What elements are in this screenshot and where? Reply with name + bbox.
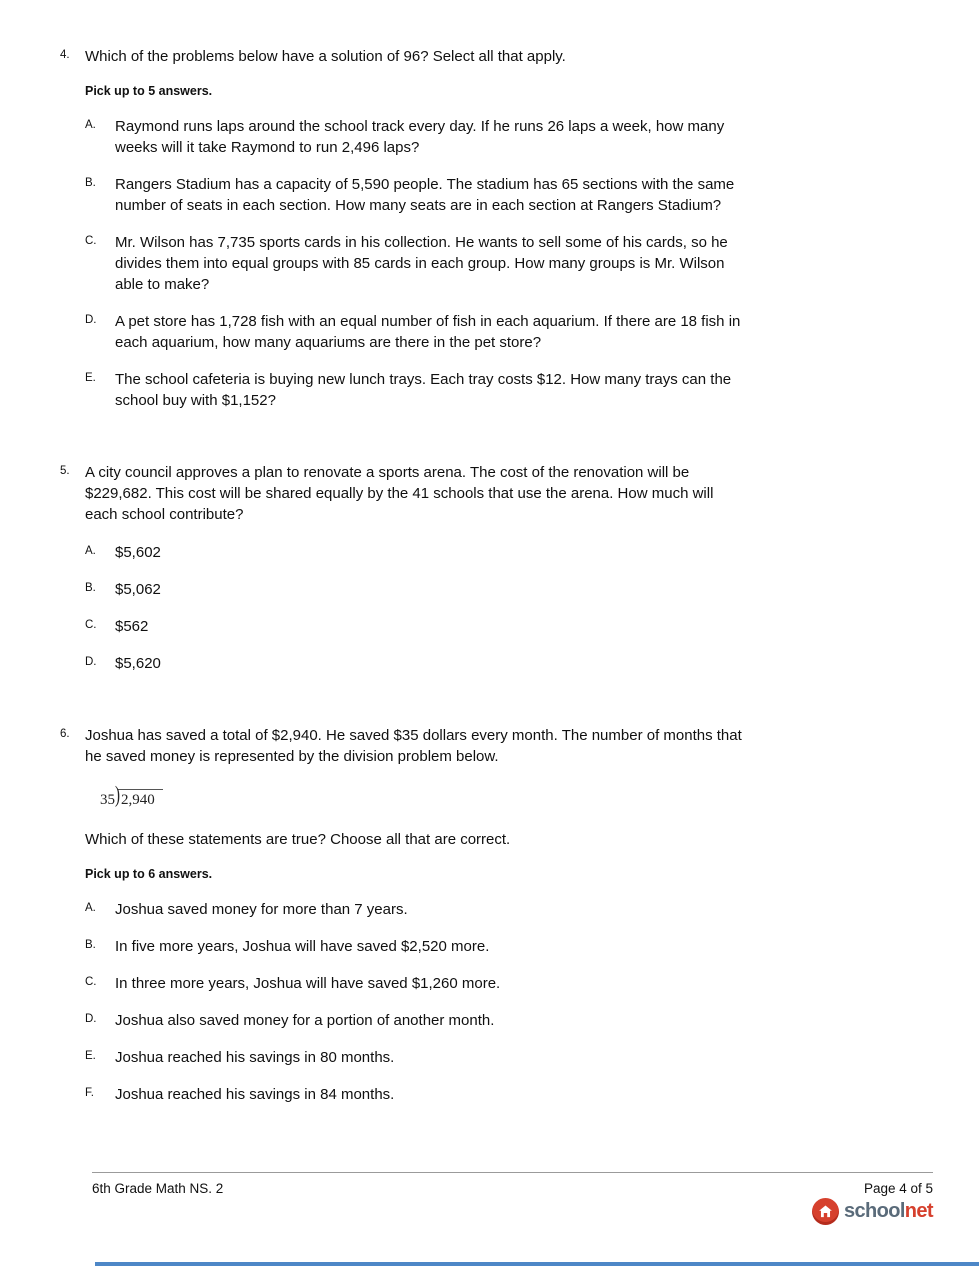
option-text: $5,602 [115,544,161,561]
answer-option [85,542,745,563]
option-text: In three more years, Joshua will have saved $1,260 more. [115,975,501,992]
option-letter: B. [85,582,96,594]
option-letter: D. [85,1013,97,1025]
question-text: Joshua has saved a total of $2,940. He saved $35 dollars every month. The number of months that he saved money is represented by the division problem below. [85,727,742,765]
option-text: Joshua reached his savings in 84 months. [115,1086,395,1103]
answer-option [85,936,745,957]
schoolnet-home-icon [812,1198,839,1225]
schoolnet-logo [92,1198,933,1225]
answer-option [85,369,745,411]
question-text-2: Which of these statements are true? Choose all that are correct. [85,831,511,848]
option-text: In five more years, Joshua will have saved $2,520 more. [115,938,490,955]
option-letter: C. [85,976,97,988]
option-text: Joshua saved money for more than 7 years. [115,901,408,918]
option-text: $562 [115,618,149,635]
answer-option [85,973,745,994]
answer-option [85,653,745,674]
answer-option [85,899,745,920]
option-letter: D. [85,314,97,326]
option-letter: A. [85,119,96,131]
option-text: Mr. Wilson has 7,735 sports cards in his collection. He wants to sell some of his cards, so he divides them into equal groups with 85 cards in each group. How many groups is Mr. Wilson able to make? [115,234,728,293]
division-bracket: ) [115,783,120,809]
option-letter: A. [85,902,96,914]
option-letter: A. [85,545,96,557]
question-number: 4. [60,49,70,61]
option-letter: E. [85,372,96,384]
answer-option [85,174,745,216]
option-letter: C. [85,235,97,247]
logo-text-school: school [843,1200,905,1222]
option-text: Raymond runs laps around the school track every day. If he runs 26 laps a week, how many weeks will it take Raymond to run 2,496 laps? [115,118,725,156]
division-divisor: 35 [100,792,115,808]
test-page-content [60,46,772,1121]
option-text: Joshua reached his savings in 80 months. [115,1049,395,1066]
question-text: A city council approves a plan to renovate a sports arena. The cost of the renovation will be $229,682. This cost will be shared equally by the 41 schools that use the arena. How much will each school contribute? [85,464,714,523]
page-indicator: Page 4 of 5 [863,1181,933,1196]
question-5 [60,462,772,690]
section-spacer [60,690,772,725]
question-6 [60,725,772,1121]
footer-document-title: 6th Grade Math NS. 2 [92,1181,224,1196]
question-number: 5. [60,465,70,477]
question-text: Which of the problems below have a solution of 96? Select all that apply. [85,48,566,65]
option-letter: D. [85,656,97,668]
option-text: A pet store has 1,728 fish with an equal number of fish in each aquarium. If there are 18 fish in each aquarium, how many aquariums are there in the pet store? [115,313,741,351]
long-division-expression [100,784,745,810]
answer-option [85,232,745,295]
option-letter: E. [85,1050,96,1062]
page-footer [92,1172,933,1225]
answer-option [85,311,745,353]
pick-instruction: Pick up to 5 answers. [85,84,213,98]
question-4 [60,46,772,427]
section-spacer [60,427,772,462]
answer-option [85,579,745,600]
option-text: $5,062 [115,581,161,598]
option-text: Rangers Stadium has a capacity of 5,590 people. The stadium has 65 sections with the same number of seats in each section. How many seats are in each section at Rangers Stadium? [115,176,735,214]
option-letter: B. [85,177,96,189]
option-letter: C. [85,619,97,631]
bottom-accent-line [95,1262,979,1266]
answer-option [85,1084,745,1105]
answer-option [85,616,745,637]
logo-text-net: net [904,1200,933,1222]
option-letter: B. [85,939,96,951]
division-dividend: 2,940 [118,789,163,810]
answer-option [85,1010,745,1031]
option-text: The school cafeteria is buying new lunch trays. Each tray costs $12. How many trays can the school buy with $1,152? [115,371,732,409]
question-number: 6. [60,728,70,740]
answer-option [85,1047,745,1068]
option-text: Joshua also saved money for a portion of another month. [115,1012,495,1029]
option-text: $5,620 [115,655,161,672]
option-letter: F. [85,1087,94,1099]
pick-instruction: Pick up to 6 answers. [85,867,213,881]
answer-option [85,116,745,158]
